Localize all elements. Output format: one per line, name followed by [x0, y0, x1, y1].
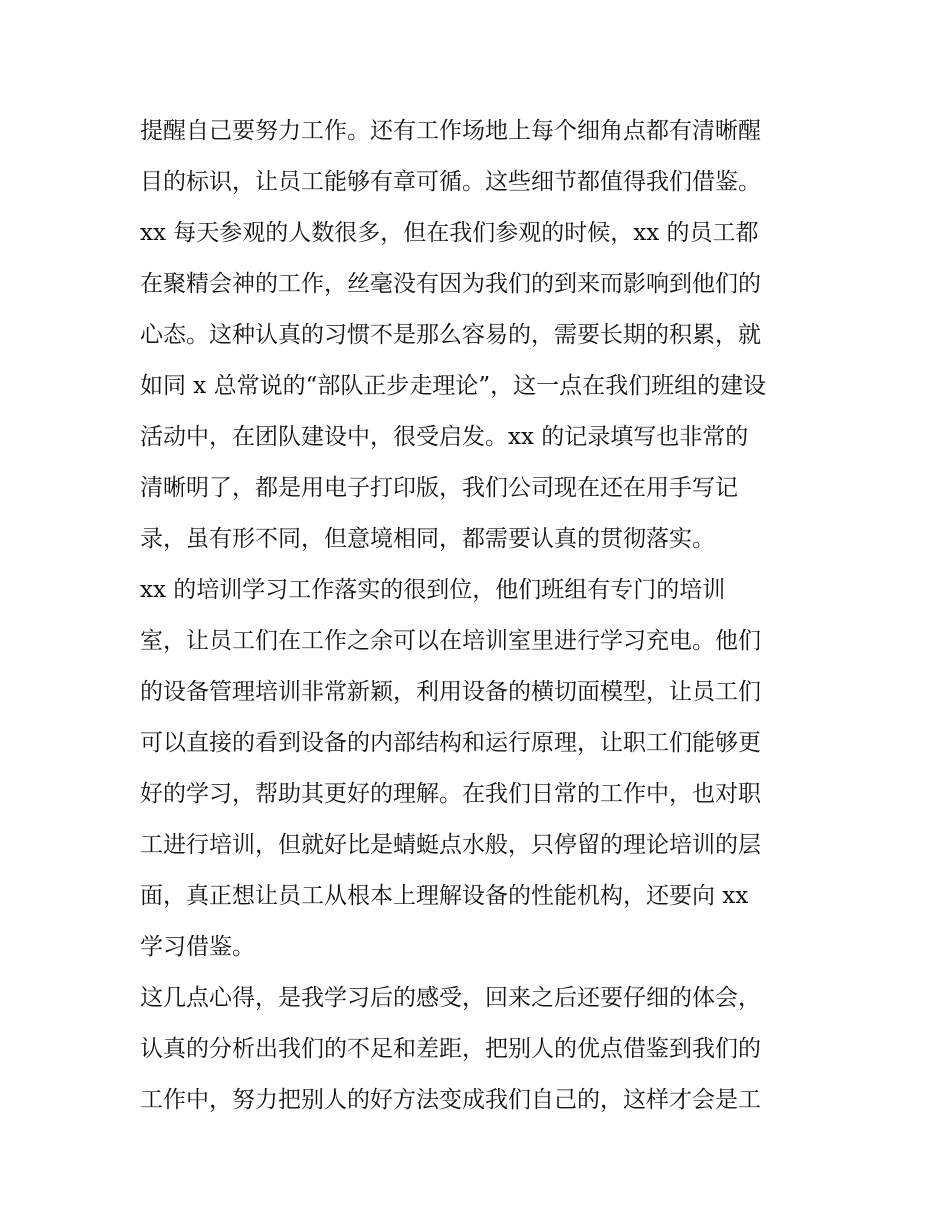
text-line: 可以直接的看到设备的内部结构和运行原理，让职工们能够更 [140, 730, 761, 756]
text-line: 工进行培训，但就好比是蜻蜓点水般，只停留的理论培训的层 [140, 832, 761, 858]
text-line: 的设备管理培训非常新颖，利用设备的横切面模型，让员工们 [140, 679, 761, 705]
text-line: 好的学习，帮助其更好的理解。在我们日常的工作中，也对职 [140, 781, 761, 807]
text-line: 这几点心得，是我学习后的感受，回来之后还要仔细的体会， [140, 985, 761, 1011]
text-line: 活动中，在团队建设中，很受启发。xx 的记录填写也非常的 [140, 424, 749, 450]
text-line: 在聚精会神的工作，丝毫没有因为我们的到来而影响到他们的 [140, 271, 761, 297]
text-line: 室，让员工们在工作之余可以在培训室里进行学习充电。他们 [140, 628, 761, 654]
body-text [140, 106, 820, 1126]
text-line: 如同 x 总常说的“部队正步走理论”，这一点在我们班组的建设 [140, 373, 767, 399]
text-line: xx 的培训学习工作落实的很到位，他们班组有专门的培训 [140, 577, 726, 603]
text-line: 心态。这种认真的习惯不是那么容易的，需要长期的积累，就 [140, 322, 761, 348]
text-line: 学习借鉴。 [140, 934, 255, 960]
text-line: 提醒自己要努力工作。还有工作场地上每个细角点都有清晰醒 [140, 118, 761, 144]
text-line: 目的标识，让员工能够有章可循。这些细节都值得我们借鉴。 [140, 169, 761, 195]
text-line: 面，真正想让员工从根本上理解设备的性能机构，还要向 xx [140, 883, 749, 909]
text-line: 认真的分析出我们的不足和差距，把别人的优点借鉴到我们的 [140, 1036, 761, 1062]
text-line: 录，虽有形不同，但意境相同，都需要认真的贯彻落实。 [140, 526, 715, 552]
text-line: xx 每天参观的人数很多，但在我们参观的时候，xx 的员工都 [140, 220, 759, 246]
text-line: 清晰明了，都是用电子打印版，我们公司现在还在用手写记 [140, 475, 738, 501]
text-line: 工作中，努力把别人的好方法变成我们自己的，这样才会是工 [140, 1087, 761, 1113]
